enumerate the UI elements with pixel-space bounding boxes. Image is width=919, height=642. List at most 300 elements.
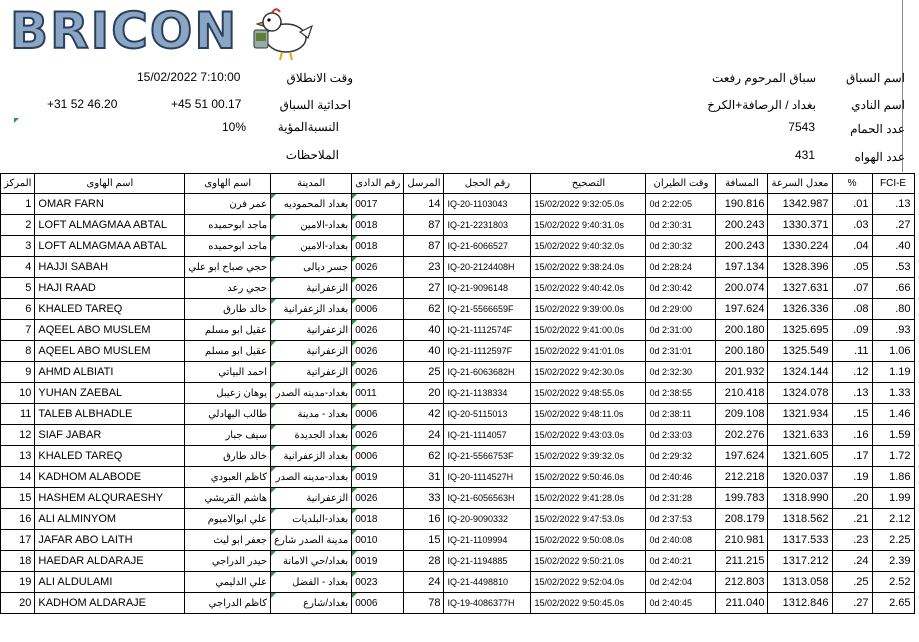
cell-distance: 211.040: [716, 593, 768, 614]
cell-sent: 62: [404, 299, 444, 320]
cell-sent: 42: [404, 404, 444, 425]
cell-fancier-name-en: KHALED TAREQ: [35, 299, 185, 320]
cell-fci-e: 2.25: [872, 530, 914, 551]
cell-ring-number: IQ-21-4498810: [444, 572, 531, 593]
cell-fci-e: 1.06: [872, 341, 914, 362]
cell-percent: .23: [832, 530, 872, 551]
cell-speed: 1321.605: [768, 446, 832, 467]
cell-city: الزعفرانية: [271, 488, 352, 509]
percent-value: 10%: [222, 120, 247, 134]
cell-speed: 1318.990: [768, 488, 832, 509]
cell-ring-number: IQ-21-1114057: [444, 425, 531, 446]
cell-percent: .03: [832, 215, 872, 236]
table-row: [1, 446, 915, 467]
col-header-fancier-name-ar: اسم الهاوى: [185, 174, 271, 194]
cell-corrected-time: 15/02/2022 9:39:00.0s: [531, 299, 646, 320]
cell-rank: 18: [1, 551, 35, 572]
cell-sent: 31: [404, 467, 444, 488]
cell-fancier-name-ar: حجي صباح ابو علي: [185, 257, 271, 278]
cell-percent: .08: [832, 299, 872, 320]
table-row: [1, 509, 915, 530]
cell-sent: 20: [404, 383, 444, 404]
percent-label: النسبةالمؤية: [277, 120, 339, 134]
cell-fancier-name-ar: ماجد ابوحميده: [185, 215, 271, 236]
cell-rank: 9: [1, 362, 35, 383]
cell-loft-id: 0018: [352, 509, 404, 530]
cell-rank: 6: [1, 299, 35, 320]
cell-loft-id: 0019: [352, 551, 404, 572]
cell-fci-e: .80: [872, 299, 914, 320]
cell-fci-e: .27: [872, 215, 914, 236]
cell-loft-id: 0023: [352, 572, 404, 593]
cell-rank: 8: [1, 341, 35, 362]
cell-sent: 78: [404, 593, 444, 614]
cell-rank: 7: [1, 320, 35, 341]
cell-speed: 1317.212: [768, 551, 832, 572]
cell-sent: 24: [404, 572, 444, 593]
cell-percent: .07: [832, 278, 872, 299]
cell-sent: 62: [404, 446, 444, 467]
cell-city: الزعفرانية: [271, 320, 352, 341]
cell-rank: 13: [1, 446, 35, 467]
cell-speed: 1321.633: [768, 425, 832, 446]
cell-city: بغداد - مدينة: [271, 404, 352, 425]
cell-city: بغداد-الامين: [271, 215, 352, 236]
cell-flight-time: 0d 2:42:04: [646, 572, 716, 593]
cell-sent: 14: [404, 194, 444, 215]
cell-speed: 1330.224: [768, 236, 832, 257]
fancier-count-label: عدد الهواه: [854, 150, 905, 164]
cell-percent: .19: [832, 467, 872, 488]
cell-loft-id: 0006: [352, 446, 404, 467]
cell-rank: 19: [1, 572, 35, 593]
col-header-loft-id: رقم الدادى: [352, 174, 404, 194]
cell-fci-e: 2.12: [872, 509, 914, 530]
cell-rank: 16: [1, 509, 35, 530]
cell-fci-e: 1.86: [872, 467, 914, 488]
cell-sent: 33: [404, 488, 444, 509]
cell-city: بغداد - الفضل: [271, 572, 352, 593]
cell-sent: 23: [404, 257, 444, 278]
cell-percent: .13: [832, 383, 872, 404]
cell-fci-e: .13: [872, 194, 914, 215]
cell-ring-number: IQ-21-6056563H: [444, 488, 531, 509]
cell-distance: 197.624: [716, 446, 768, 467]
cell-sent: 15: [404, 530, 444, 551]
cell-corrected-time: 15/02/2022 9:38:24.0s: [531, 257, 646, 278]
cell-rank: 5: [1, 278, 35, 299]
cell-corrected-time: 15/02/2022 9:50:08.0s: [531, 530, 646, 551]
cell-city: مدينة الصدر شارع: [271, 530, 352, 551]
cell-corrected-time: 15/02/2022 9:41:00.0s: [531, 320, 646, 341]
cell-sent: 40: [404, 320, 444, 341]
cell-speed: 1318.562: [768, 509, 832, 530]
cell-fci-e: 1.59: [872, 425, 914, 446]
cell-fancier-name-en: HAJI RAAD: [35, 278, 185, 299]
release-time-value: 15/02/2022 7:10:00: [137, 70, 241, 84]
cell-speed: 1317.533: [768, 530, 832, 551]
cell-flight-time: 0d 2:29:00: [646, 299, 716, 320]
notes-label: الملاحظات: [285, 148, 339, 162]
cell-city: بغداد-البلديات: [271, 509, 352, 530]
cell-sent: 24: [404, 425, 444, 446]
table-row: [1, 488, 915, 509]
table-row: [1, 278, 915, 299]
cell-percent: .12: [832, 362, 872, 383]
pigeon-count-value: 7543: [788, 120, 815, 134]
cell-percent: .04: [832, 236, 872, 257]
cell-flight-time: 0d 2:37:53: [646, 509, 716, 530]
table-row: [1, 551, 915, 572]
cell-fancier-name-en: AHMD ALBIATI: [35, 362, 185, 383]
cell-percent: .09: [832, 320, 872, 341]
cell-sent: 25: [404, 362, 444, 383]
cell-fancier-name-en: AQEEL ABO MUSLEM: [35, 341, 185, 362]
cell-ring-number: IQ-21-2231803: [444, 215, 531, 236]
cell-ring-number: IQ-21-1109994: [444, 530, 531, 551]
cell-distance: 200.180: [716, 341, 768, 362]
cell-distance: 208.179: [716, 509, 768, 530]
table-row: [1, 467, 915, 488]
cell-percent: .01: [832, 194, 872, 215]
cell-speed: 1312.846: [768, 593, 832, 614]
cell-city: بغداد-مدينه الصدر: [271, 383, 352, 404]
cell-speed: 1325.695: [768, 320, 832, 341]
cell-flight-time: 0d 2:29:32: [646, 446, 716, 467]
cell-corrected-time: 15/02/2022 9:42:30.0s: [531, 362, 646, 383]
cell-fancier-name-en: KADHOM ALABODE: [35, 467, 185, 488]
cell-sent: 87: [404, 215, 444, 236]
col-header-corrected-time: التصحيح: [531, 174, 646, 194]
cell-loft-id: 0026: [352, 278, 404, 299]
cell-speed: 1342.987: [768, 194, 832, 215]
cell-flight-time: 0d 2:31:28: [646, 488, 716, 509]
cell-fci-e: 2.65: [872, 593, 914, 614]
cell-fancier-name-ar: طالب البهادلي: [185, 404, 271, 425]
cell-speed: 1324.144: [768, 362, 832, 383]
cell-rank: 14: [1, 467, 35, 488]
cell-percent: .05: [832, 257, 872, 278]
cell-flight-time: 0d 2:38:55: [646, 383, 716, 404]
cell-speed: 1327.631: [768, 278, 832, 299]
cell-corrected-time: 15/02/2022 9:41:28.0s: [531, 488, 646, 509]
cell-fci-e: .66: [872, 278, 914, 299]
results-table: [0, 173, 915, 614]
cell-fancier-name-ar: حيدر الدراجي: [185, 551, 271, 572]
cell-fci-e: .40: [872, 236, 914, 257]
cell-rank: 11: [1, 404, 35, 425]
table-row: [1, 530, 915, 551]
cell-loft-id: 0026: [352, 488, 404, 509]
cell-percent: .17: [832, 446, 872, 467]
cell-distance: 197.134: [716, 257, 768, 278]
cell-loft-id: 0026: [352, 320, 404, 341]
cell-loft-id: 0010: [352, 530, 404, 551]
cell-ring-number: IQ-21-6066527: [444, 236, 531, 257]
logo-text: BRICON: [10, 2, 239, 60]
cell-sent: 28: [404, 551, 444, 572]
cell-ring-number: IQ-20-1114527H: [444, 467, 531, 488]
cell-city: بغداد/حي الامانة: [271, 551, 352, 572]
release-time-label: وقت الانطلاق: [286, 71, 353, 85]
cell-fancier-name-en: TALEB ALBHADLE: [35, 404, 185, 425]
cell-fancier-name-ar: عمر فرن: [185, 194, 271, 215]
cell-ring-number: IQ-21-6063682H: [444, 362, 531, 383]
cell-loft-id: 0006: [352, 404, 404, 425]
table-row: [1, 404, 915, 425]
cell-corrected-time: 15/02/2022 9:39:32.0s: [531, 446, 646, 467]
cell-rank: 10: [1, 383, 35, 404]
club-name-label: اسم النادي: [851, 98, 905, 112]
cell-fancier-name-ar: عقيل ابو مسلم: [185, 341, 271, 362]
cell-ring-number: IQ-20-5115013: [444, 404, 531, 425]
cell-fci-e: 1.46: [872, 404, 914, 425]
cell-flight-time: 0d 2:22:05: [646, 194, 716, 215]
cell-distance: 210.418: [716, 383, 768, 404]
cell-rank: 12: [1, 425, 35, 446]
cell-fancier-name-en: YUHAN ZAEBAL: [35, 383, 185, 404]
cell-distance: 212.803: [716, 572, 768, 593]
cell-loft-id: 0026: [352, 362, 404, 383]
cell-flight-time: 0d 2:33:03: [646, 425, 716, 446]
cell-flight-time: 0d 2:30:32: [646, 236, 716, 257]
cell-flight-time: 0d 2:38:11: [646, 404, 716, 425]
cell-corrected-time: 15/02/2022 9:47:53.0s: [531, 509, 646, 530]
bricon-logo: [10, 2, 310, 66]
cell-city: بغداد/شارع: [271, 593, 352, 614]
cell-city: بغداد الزعفرانية: [271, 299, 352, 320]
table-row: [1, 341, 915, 362]
cell-fancier-name-en: LOFT ALMAGMAA ABTAL: [35, 236, 185, 257]
cell-distance: 200.180: [716, 320, 768, 341]
cell-corrected-time: 15/02/2022 9:41:01.0s: [531, 341, 646, 362]
cell-city: بغداد المحموديه: [271, 194, 352, 215]
cell-fancier-name-ar: ماجد ابوحميده: [185, 236, 271, 257]
cell-rank: 1: [1, 194, 35, 215]
cell-loft-id: 0026: [352, 425, 404, 446]
cell-corrected-time: 15/02/2022 9:43:03.0s: [531, 425, 646, 446]
col-header-sent: المرسل: [404, 174, 444, 194]
cell-sent: 40: [404, 341, 444, 362]
cell-flight-time: 0d 2:32:30: [646, 362, 716, 383]
cell-loft-id: 0006: [352, 593, 404, 614]
cell-distance: 197.624: [716, 299, 768, 320]
cell-fancier-name-ar: عقيل ابو مسلم: [185, 320, 271, 341]
cell-fancier-name-ar: كاظم الدراجي: [185, 593, 271, 614]
table-row: [1, 320, 915, 341]
cell-sent: 87: [404, 236, 444, 257]
cell-percent: .24: [832, 551, 872, 572]
cell-city: بغداد-مدينه الصدر: [271, 467, 352, 488]
cell-speed: 1328.396: [768, 257, 832, 278]
cell-fancier-name-ar: سيف جبار: [185, 425, 271, 446]
cell-rank: 15: [1, 488, 35, 509]
cell-rank: 4: [1, 257, 35, 278]
table-row: [1, 362, 915, 383]
cell-corrected-time: 15/02/2022 9:52:04.0s: [531, 572, 646, 593]
cell-flight-time: 0d 2:30:31: [646, 215, 716, 236]
cell-flight-time: 0d 2:40:08: [646, 530, 716, 551]
cell-fci-e: 2.52: [872, 572, 914, 593]
cell-ring-number: IQ-21-1112597F: [444, 341, 531, 362]
col-header-speed: معدل السرعة: [768, 174, 832, 194]
cell-speed: 1320.037: [768, 467, 832, 488]
cell-loft-id: 0018: [352, 215, 404, 236]
table-row: [1, 236, 915, 257]
col-header-flight-time: وقت الطيران: [646, 174, 716, 194]
pigeon-mascot-icon: [242, 4, 314, 64]
cell-fancier-name-ar: احمد البياتي: [185, 362, 271, 383]
cell-percent: .16: [832, 425, 872, 446]
cell-fci-e: 1.33: [872, 383, 914, 404]
cell-distance: 201.932: [716, 362, 768, 383]
cell-ring-number: IQ-21-5566659F: [444, 299, 531, 320]
col-header-percent: %: [832, 174, 872, 194]
cell-fci-e: 1.72: [872, 446, 914, 467]
cell-fancier-name-ar: خالد طارق: [185, 299, 271, 320]
cell-fancier-name-en: HAJJI SABAH: [35, 257, 185, 278]
cell-rank: 3: [1, 236, 35, 257]
cell-speed: 1325.549: [768, 341, 832, 362]
cell-ring-number: IQ-21-5566753F: [444, 446, 531, 467]
cell-distance: 202.276: [716, 425, 768, 446]
col-header-city: المدينة: [271, 174, 352, 194]
cell-corrected-time: 15/02/2022 9:40:31.0s: [531, 215, 646, 236]
cell-speed: 1313.058: [768, 572, 832, 593]
cell-fci-e: 1.19: [872, 362, 914, 383]
cell-corrected-time: 15/02/2022 9:48:11.0s: [531, 404, 646, 425]
cell-distance: 211.215: [716, 551, 768, 572]
table-row: [1, 425, 915, 446]
cell-loft-id: 0011: [352, 383, 404, 404]
cell-percent: .21: [832, 509, 872, 530]
cell-fancier-name-ar: يوهان زعيبل: [185, 383, 271, 404]
pigeon-count-label: عدد الحمام: [850, 122, 905, 136]
cell-distance: 212.218: [716, 467, 768, 488]
cell-fancier-name-ar: علي ابوالاميوم: [185, 509, 271, 530]
cell-distance: 200.074: [716, 278, 768, 299]
cell-ring-number: IQ-21-1138334: [444, 383, 531, 404]
cell-loft-id: 0018: [352, 236, 404, 257]
cell-fancier-name-ar: كاظم العبودي: [185, 467, 271, 488]
cell-fci-e: 2.39: [872, 551, 914, 572]
cell-sent: 16: [404, 509, 444, 530]
cell-fci-e: .53: [872, 257, 914, 278]
cell-flight-time: 0d 2:40:46: [646, 467, 716, 488]
cell-flight-time: 0d 2:40:21: [646, 551, 716, 572]
cell-sent: 27: [404, 278, 444, 299]
cell-fancier-name-en: KADHOM ALDARAJE: [35, 593, 185, 614]
cell-fancier-name-en: JAFAR ABO LAITH: [35, 530, 185, 551]
cell-percent: .11: [832, 341, 872, 362]
cell-percent: .15: [832, 404, 872, 425]
cell-corrected-time: 15/02/2022 9:40:42.0s: [531, 278, 646, 299]
cell-city: بغداد-الامين: [271, 236, 352, 257]
col-header-fancier-name-en: اسم الهاوى: [35, 174, 185, 194]
cell-ring-number: IQ-20-1103043: [444, 194, 531, 215]
col-header-rank: المركز: [1, 174, 35, 194]
coords-label: احداثية السباق: [279, 98, 351, 112]
cell-distance: 209.108: [716, 404, 768, 425]
cell-fancier-name-ar: هاشم القريشي: [185, 488, 271, 509]
cell-corrected-time: 15/02/2022 9:48:55.0s: [531, 383, 646, 404]
table-header-row: [1, 174, 915, 194]
cell-distance: 190.816: [716, 194, 768, 215]
cell-distance: 199.783: [716, 488, 768, 509]
cell-flight-time: 0d 2:31:01: [646, 341, 716, 362]
cell-ring-number: IQ-20-2124408H: [444, 257, 531, 278]
cell-loft-id: 0019: [352, 467, 404, 488]
race-name-value: سباق المرحوم رفعت: [711, 71, 816, 85]
cell-fancier-name-en: OMAR FARN: [35, 194, 185, 215]
cell-distance: 200.243: [716, 215, 768, 236]
cell-loft-id: 0026: [352, 341, 404, 362]
cell-speed: 1330.371: [768, 215, 832, 236]
cell-flight-time: 0d 2:30:42: [646, 278, 716, 299]
col-header-fci-e: FCI-E: [872, 174, 914, 194]
table-row: [1, 215, 915, 236]
cell-corrected-time: 15/02/2022 9:50:45.0s: [531, 593, 646, 614]
table-row: [1, 593, 915, 614]
cell-fci-e: .93: [872, 320, 914, 341]
cell-rank: 2: [1, 215, 35, 236]
table-row: [1, 194, 915, 215]
cell-corrected-time: 15/02/2022 9:32:05.0s: [531, 194, 646, 215]
table-row: [1, 572, 915, 593]
cell-percent: .20: [832, 488, 872, 509]
cell-fci-e: 1.99: [872, 488, 914, 509]
cell-ring-number: IQ-21-9096148: [444, 278, 531, 299]
cell-fancier-name-en: SIAF JABAR: [35, 425, 185, 446]
cell-ring-number: IQ-21-1112574F: [444, 320, 531, 341]
cell-fancier-name-en: ALI ALDULAMI: [35, 572, 185, 593]
cell-rank: 17: [1, 530, 35, 551]
fancier-count-value: 431: [794, 148, 815, 162]
cell-loft-id: 0017: [352, 194, 404, 215]
col-header-distance: المسافة: [716, 174, 768, 194]
cell-fancier-name-ar: جعفر ابو ليث: [185, 530, 271, 551]
cell-fancier-name-en: AQEEL ABO MUSLEM: [35, 320, 185, 341]
coord-lat: +45 51 00.17: [171, 97, 242, 111]
header-right-border: [902, 0, 903, 172]
cell-fancier-name-ar: علي الدليمي: [185, 572, 271, 593]
green-marker-icon: [14, 118, 19, 123]
cell-corrected-time: 15/02/2022 9:50:21.0s: [531, 551, 646, 572]
cell-ring-number: IQ-19-4086377H: [444, 593, 531, 614]
table-row: [1, 383, 915, 404]
cell-distance: 210.981: [716, 530, 768, 551]
cell-percent: .25: [832, 572, 872, 593]
col-header-ring-number: رقم الحجل: [444, 174, 531, 194]
cell-fancier-name-ar: حجي رعد: [185, 278, 271, 299]
cell-corrected-time: 15/02/2022 9:50:46.0s: [531, 467, 646, 488]
cell-fancier-name-en: ALI ALMINYOM: [35, 509, 185, 530]
cell-percent: .27: [832, 593, 872, 614]
cell-rank: 20: [1, 593, 35, 614]
cell-fancier-name-en: HAEDAR ALDARAJE: [35, 551, 185, 572]
cell-distance: 200.243: [716, 236, 768, 257]
race-name-label: اسم السباق: [846, 71, 905, 85]
cell-flight-time: 0d 2:40:45: [646, 593, 716, 614]
cell-flight-time: 0d 2:28:24: [646, 257, 716, 278]
cell-fancier-name-en: HASHEM ALQURAESHY: [35, 488, 185, 509]
table-row: [1, 257, 915, 278]
cell-fancier-name-en: LOFT ALMAGMAA ABTAL: [35, 215, 185, 236]
cell-speed: 1326.336: [768, 299, 832, 320]
cell-city: جسر ديالى: [271, 257, 352, 278]
cell-city: بغداد الزعفرانية: [271, 446, 352, 467]
cell-fancier-name-en: KHALED TAREQ: [35, 446, 185, 467]
